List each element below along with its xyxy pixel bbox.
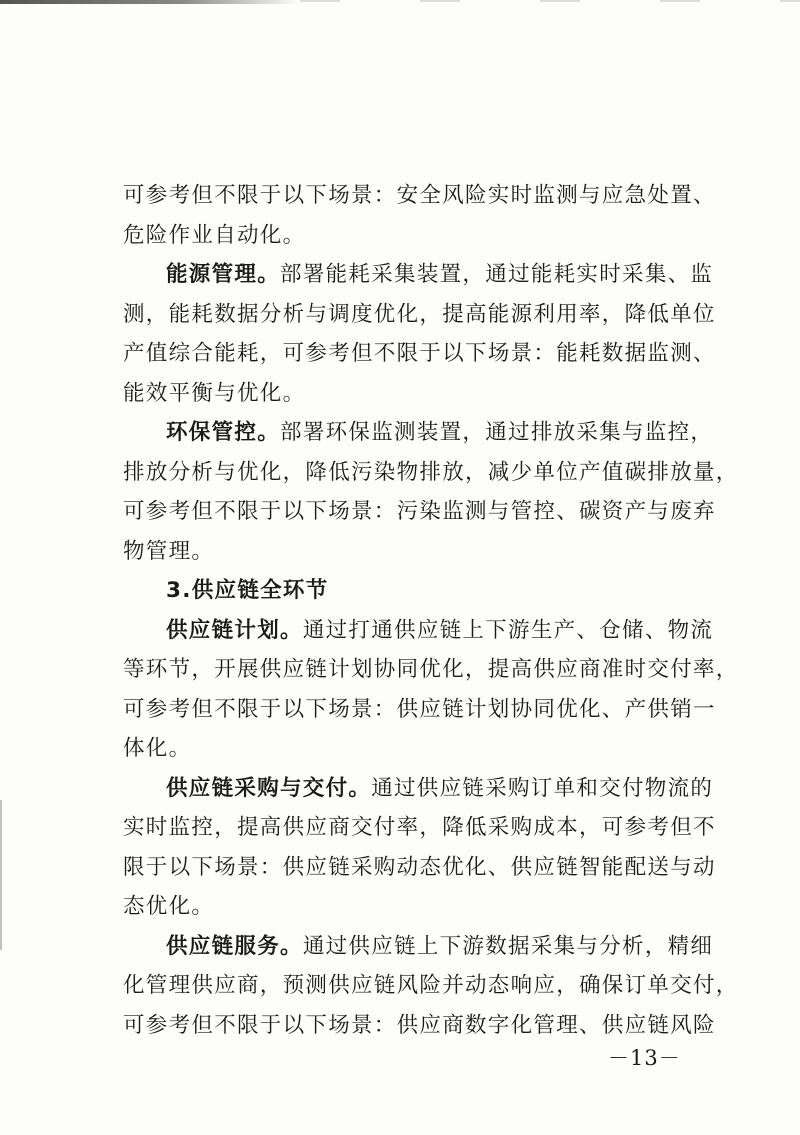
text-line: 态优化。 — [123, 894, 215, 919]
text-line: 通过打通供应链上下游生产、仓储、物流 — [302, 617, 714, 643]
section-heading-supply-chain: 3.供应链全环节 — [166, 578, 329, 603]
supply-chain-plan-heading: 供应链计划。 — [166, 617, 303, 643]
text-line: 通过供应链上下游数据采集与分析，精细 — [302, 933, 714, 959]
text-line: 体化。 — [123, 736, 192, 761]
scan-artifact-top-right — [300, 0, 800, 2]
text-line: 通过供应链采购订单和交付物流的 — [371, 775, 714, 801]
procurement-delivery-heading: 供应链采购与交付。 — [166, 775, 372, 801]
text-line: 部署环保监测装置，通过排放采集与监控， — [280, 420, 714, 445]
text-line: 限于以下场景：供应链采购动态优化、供应链智能配送与动 — [123, 854, 716, 880]
energy-management-heading: 能源管理。 — [166, 262, 281, 287]
paragraph-energy-management — [123, 255, 714, 295]
paragraph-procurement-delivery — [123, 769, 714, 809]
text-line: 实时监控，提高供应商交付率，降低采购成本，可参考但不 — [123, 815, 716, 840]
text-line: 等环节，开展供应链计划协同优化，提高供应商准时交付率， — [123, 657, 739, 682]
body-text — [123, 176, 739, 1045]
text-line: 可参考但不限于以下场景：污染监测与管控、碳资产与废弃 — [123, 499, 716, 524]
text-line: 能效平衡与优化。 — [123, 380, 306, 406]
supply-chain-service-heading: 供应链服务。 — [166, 933, 303, 959]
paragraph-environment-control — [123, 413, 714, 453]
text-line: 部署能耗采集装置，通过能耗实时采集、监 — [280, 262, 714, 287]
paragraph-supply-chain-plan — [123, 611, 714, 651]
text-line: 危险作业自动化。 — [123, 222, 306, 248]
environment-control-heading: 环保管控。 — [166, 420, 281, 445]
page-number: －13－ — [608, 1046, 681, 1070]
text-line: 产值综合能耗，可参考但不限于以下场景：能耗数据监测、 — [123, 341, 716, 366]
scan-artifact-top — [0, 0, 300, 4]
text-line: 可参考但不限于以下场景：供应链计划协同优化、产供销一 — [123, 696, 716, 722]
scan-artifact-left-edge — [0, 800, 2, 950]
text-line: 测，能耗数据分析与调度优化，提高能源利用率，降低单位 — [123, 301, 716, 327]
text-line: 化管理供应商，预测供应链风险并动态响应，确保订单交付， — [123, 973, 739, 998]
text-line: 可参考但不限于以下场景：供应商数字化管理、供应链风险 — [123, 1012, 716, 1038]
text-line: 排放分析与优化，降低污染物排放，减少单位产值碳排放量， — [123, 459, 739, 485]
paragraph-supply-chain-service — [123, 927, 714, 967]
text-line: 可参考但不限于以下场景：安全风险实时监测与应急处置、 — [123, 183, 716, 208]
text-line: 物管理。 — [123, 538, 215, 564]
